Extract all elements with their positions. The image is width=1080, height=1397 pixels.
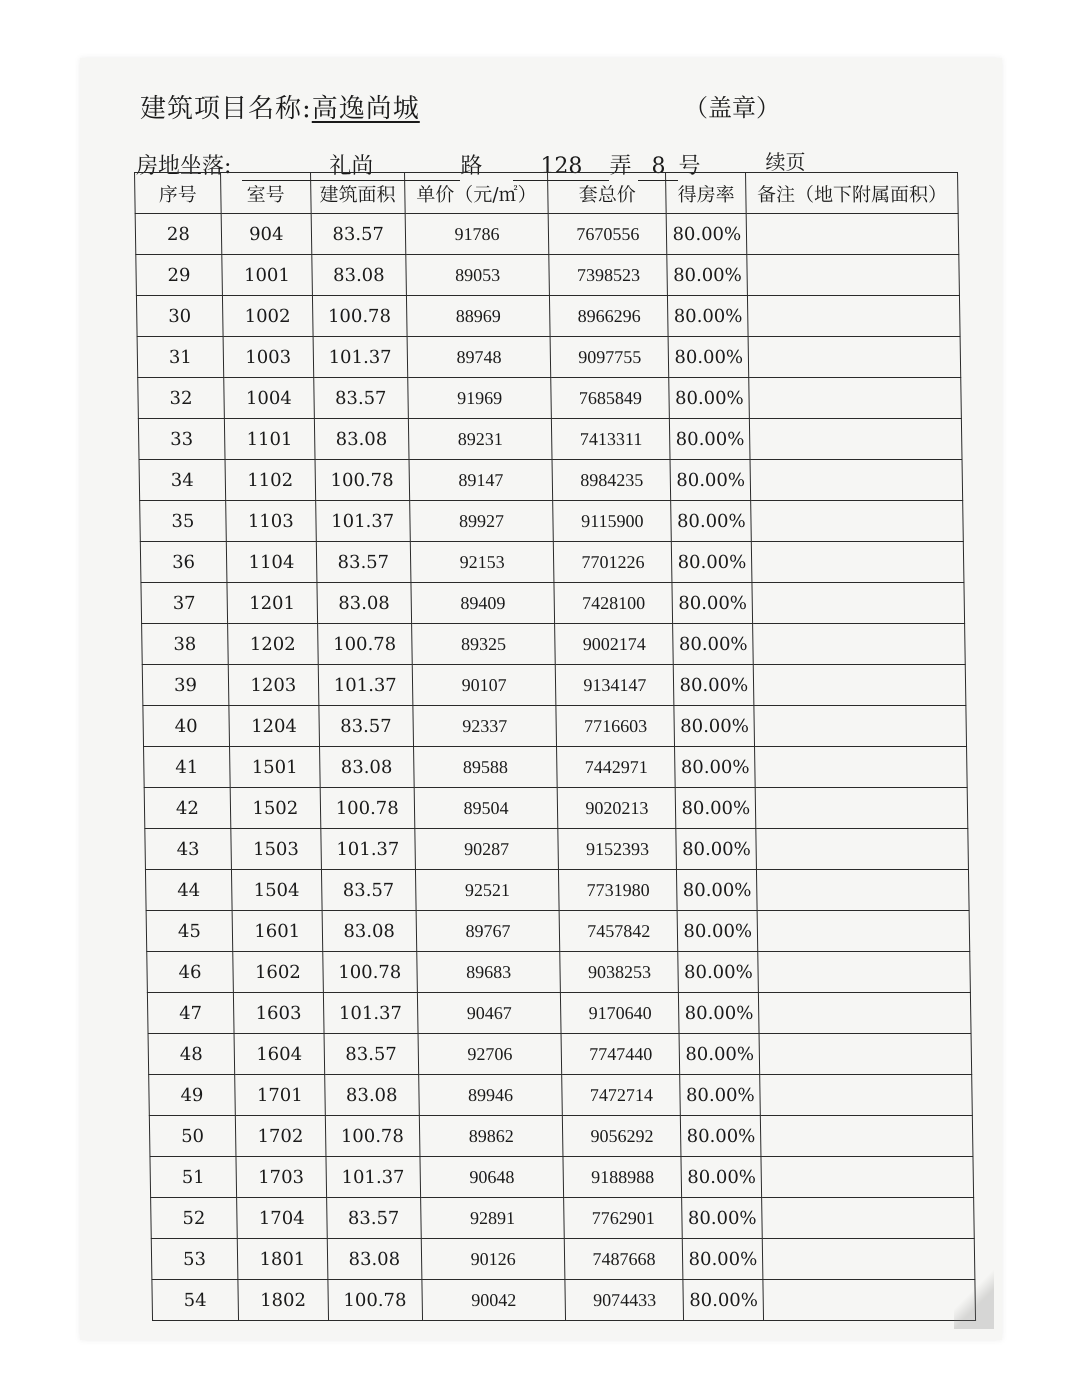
cell-no: 41 (144, 747, 231, 788)
cell-price: 88969 (406, 296, 550, 337)
cell-room: 1703 (236, 1157, 327, 1198)
cell-room: 1601 (232, 911, 323, 952)
cell-room: 1103 (226, 501, 317, 542)
cell-no: 54 (152, 1280, 239, 1321)
cell-room: 1201 (227, 583, 318, 624)
cell-room: 1002 (222, 296, 313, 337)
cell-no: 29 (136, 255, 223, 296)
cell-price: 90126 (421, 1239, 565, 1280)
cell-room: 1502 (230, 788, 321, 829)
cell-area: 100.78 (315, 460, 410, 501)
cell-note (758, 952, 970, 993)
cell-rate: 80.00% (670, 460, 751, 501)
cell-price: 89946 (418, 1075, 562, 1116)
cell-rate: 80.00% (682, 1198, 763, 1239)
table-row (149, 1116, 973, 1157)
cell-rate: 80.00% (670, 419, 751, 460)
cell-price: 92153 (410, 542, 554, 583)
cell-room: 1503 (231, 829, 322, 870)
cell-note (756, 829, 968, 870)
cell-rate: 80.00% (681, 1157, 762, 1198)
cell-price: 89409 (411, 583, 555, 624)
cell-room: 1004 (224, 378, 315, 419)
cell-room: 1701 (235, 1075, 326, 1116)
cell-price: 92706 (418, 1034, 562, 1075)
table-row (144, 747, 968, 788)
cell-rate: 80.00% (672, 583, 753, 624)
cell-rate: 80.00% (680, 1075, 761, 1116)
table-body (135, 214, 975, 1321)
cell-rate: 80.00% (668, 296, 749, 337)
table-row (147, 952, 971, 993)
cell-no: 52 (151, 1198, 238, 1239)
cell-price: 91786 (405, 214, 549, 255)
cell-note (759, 993, 971, 1034)
paper-corner-mark (954, 1269, 994, 1329)
cell-price: 89767 (416, 911, 560, 952)
cell-note (746, 214, 958, 255)
table-row (135, 214, 959, 255)
cell-area: 100.78 (325, 1116, 420, 1157)
cell-total: 7428100 (554, 583, 673, 624)
cell-rate: 80.00% (669, 378, 750, 419)
cell-note (762, 1198, 974, 1239)
table-row (148, 1034, 972, 1075)
column-header: 建筑面积 (310, 173, 405, 214)
table-row (142, 624, 966, 665)
cell-note (750, 460, 962, 501)
cell-room: 1203 (228, 665, 319, 706)
cell-price: 92891 (420, 1198, 564, 1239)
cell-area: 83.57 (313, 378, 408, 419)
cell-no: 35 (140, 501, 227, 542)
road-name: 礼尚 (242, 154, 460, 181)
project-name: 高逸尚城 (311, 94, 420, 124)
table-row (143, 706, 967, 747)
cell-no: 48 (148, 1034, 235, 1075)
cell-room: 1704 (236, 1198, 327, 1239)
cell-area: 101.37 (318, 665, 413, 706)
cell-room: 1102 (225, 460, 316, 501)
cell-note (748, 337, 960, 378)
table-row (138, 378, 962, 419)
cell-total: 9002174 (555, 624, 674, 665)
cell-room: 1504 (231, 870, 322, 911)
cell-area: 101.37 (326, 1157, 421, 1198)
cell-price: 89231 (408, 419, 552, 460)
cell-note (763, 1280, 975, 1321)
cell-rate: 80.00% (677, 870, 758, 911)
cell-rate: 80.00% (673, 624, 754, 665)
cell-total: 7472714 (562, 1075, 681, 1116)
cell-area: 101.37 (313, 337, 408, 378)
cell-rate: 80.00% (668, 337, 749, 378)
cell-total: 7701226 (554, 542, 673, 583)
cell-rate: 80.00% (679, 1034, 760, 1075)
cell-area: 83.08 (312, 255, 407, 296)
cell-price: 89588 (413, 747, 557, 788)
column-header: 套总价 (548, 173, 667, 214)
cell-note (763, 1239, 975, 1280)
table-row (147, 993, 971, 1034)
cell-room: 1101 (224, 419, 315, 460)
table-row (139, 460, 963, 501)
cell-price: 90107 (412, 665, 556, 706)
cell-area: 83.57 (326, 1198, 421, 1239)
cell-rate: 80.00% (676, 788, 757, 829)
cell-area: 83.08 (319, 747, 414, 788)
cell-no: 45 (146, 911, 233, 952)
cell-area: 100.78 (317, 624, 412, 665)
cell-no: 44 (145, 870, 232, 911)
cell-rate: 80.00% (671, 501, 752, 542)
cell-area: 100.78 (320, 788, 415, 829)
cell-note (750, 419, 962, 460)
cell-note (760, 1075, 972, 1116)
cell-no: 34 (139, 460, 226, 501)
cell-total: 9056292 (563, 1116, 682, 1157)
cell-note (754, 665, 966, 706)
table-row (136, 255, 960, 296)
column-header: 得房率 (666, 173, 747, 214)
cell-note (759, 1034, 971, 1075)
cell-price: 91969 (407, 378, 551, 419)
table-row (137, 337, 961, 378)
table-row (141, 583, 965, 624)
cell-room: 1801 (237, 1239, 328, 1280)
cell-room: 1202 (227, 624, 318, 665)
cell-note (752, 542, 964, 583)
cell-no: 30 (136, 296, 223, 337)
cell-total: 9188988 (563, 1157, 682, 1198)
table-row (144, 788, 968, 829)
cell-rate: 80.00% (683, 1280, 764, 1321)
cell-note (754, 706, 966, 747)
cell-rate: 80.00% (676, 829, 757, 870)
table-row (151, 1198, 975, 1239)
cell-price: 89927 (409, 501, 553, 542)
cell-total: 7413311 (552, 419, 671, 460)
cell-no: 32 (138, 378, 225, 419)
cell-no: 28 (135, 214, 222, 255)
cell-rate: 80.00% (672, 542, 753, 583)
cell-area: 83.08 (322, 911, 417, 952)
cell-no: 50 (149, 1116, 236, 1157)
cell-note (752, 583, 964, 624)
cell-no: 51 (150, 1157, 237, 1198)
cell-area: 101.37 (323, 993, 418, 1034)
table-row (151, 1239, 975, 1280)
cell-area: 101.37 (315, 501, 410, 542)
cell-price: 89862 (419, 1116, 563, 1157)
cell-note (761, 1116, 973, 1157)
cell-room: 904 (221, 214, 312, 255)
cell-room: 1602 (233, 952, 324, 993)
table-row (140, 501, 964, 542)
cell-area: 83.57 (316, 542, 411, 583)
cell-area: 83.08 (324, 1075, 419, 1116)
table-row (150, 1157, 974, 1198)
cell-note (757, 870, 969, 911)
cell-price: 92337 (413, 706, 557, 747)
cell-room: 1001 (222, 255, 313, 296)
cell-rate: 80.00% (681, 1116, 762, 1157)
project-label: 建筑项目名称: (140, 94, 312, 124)
cell-price: 89147 (409, 460, 553, 501)
cell-total: 7670556 (549, 214, 668, 255)
cell-rate: 80.00% (666, 214, 747, 255)
cell-total: 7457842 (560, 911, 679, 952)
cell-note (757, 911, 969, 952)
table-header-row (135, 173, 959, 214)
cell-area: 83.08 (327, 1239, 422, 1280)
cell-no: 37 (141, 583, 228, 624)
cell-total: 7685849 (551, 378, 670, 419)
cell-no: 43 (145, 829, 232, 870)
cell-price: 89325 (411, 624, 555, 665)
cell-total: 7442971 (557, 747, 676, 788)
cell-area: 100.78 (328, 1280, 423, 1321)
cell-area: 83.08 (317, 583, 412, 624)
table-row (149, 1075, 973, 1116)
cell-room: 1604 (234, 1034, 325, 1075)
cell-total: 7731980 (559, 870, 678, 911)
cell-note (748, 296, 960, 337)
cell-room: 1003 (223, 337, 314, 378)
cell-price: 89683 (416, 952, 560, 993)
stamp-label: （盖章） (684, 94, 780, 122)
cell-total: 7762901 (564, 1198, 683, 1239)
column-header: 备注（地下附属面积） (746, 173, 958, 214)
cell-area: 83.57 (324, 1034, 419, 1075)
cell-rate: 80.00% (678, 952, 759, 993)
road-suffix: 路 (460, 154, 483, 179)
table-row (136, 296, 960, 337)
cell-no: 36 (140, 542, 227, 583)
table-row (146, 911, 970, 952)
cell-note (747, 255, 959, 296)
cell-no: 47 (147, 993, 234, 1034)
cell-no: 46 (147, 952, 234, 993)
cell-no: 53 (151, 1239, 238, 1280)
cell-total: 9134147 (556, 665, 675, 706)
cell-rate: 80.00% (679, 993, 760, 1034)
cell-room: 1204 (229, 706, 320, 747)
cell-rate: 80.00% (683, 1239, 764, 1280)
cell-rate: 80.00% (674, 706, 755, 747)
cell-note (761, 1157, 973, 1198)
cell-total: 8966296 (550, 296, 669, 337)
project-title (140, 88, 420, 125)
cell-price: 89504 (414, 788, 558, 829)
cell-total: 8984235 (552, 460, 671, 501)
cell-room: 1501 (229, 747, 320, 788)
cell-no: 38 (142, 624, 229, 665)
cell-area: 83.57 (319, 706, 414, 747)
cell-room: 1802 (238, 1280, 329, 1321)
cell-area: 83.08 (314, 419, 409, 460)
cell-total: 7398523 (549, 255, 668, 296)
cell-room: 1104 (226, 542, 317, 583)
table-row (152, 1280, 976, 1321)
cell-note (751, 501, 963, 542)
cell-note (749, 378, 961, 419)
cell-total: 9097755 (551, 337, 670, 378)
table-row (142, 665, 966, 706)
pricing-table (134, 172, 976, 1321)
cell-no: 33 (138, 419, 225, 460)
cell-no: 40 (143, 706, 230, 747)
building-number: 8 (638, 154, 678, 181)
cell-total: 9115900 (553, 501, 672, 542)
cell-total: 7487668 (565, 1239, 684, 1280)
cell-no: 49 (149, 1075, 236, 1116)
cell-rate: 80.00% (675, 747, 756, 788)
continuation-label: 续页 (765, 150, 806, 174)
cell-rate: 80.00% (674, 665, 755, 706)
lane-number: 128 (513, 154, 609, 181)
cell-price: 92521 (415, 870, 559, 911)
cell-rate: 80.00% (667, 255, 748, 296)
lane-suffix: 弄 (609, 154, 632, 179)
cell-total: 9038253 (560, 952, 679, 993)
cell-room: 1603 (233, 993, 324, 1034)
cell-price: 90287 (415, 829, 559, 870)
cell-area: 83.57 (311, 214, 406, 255)
column-header: 序号 (135, 173, 222, 214)
cell-note (755, 788, 967, 829)
cell-area: 100.78 (312, 296, 407, 337)
table-row (138, 419, 962, 460)
cell-no: 42 (144, 788, 231, 829)
column-header: 室号 (220, 173, 311, 214)
cell-price: 89053 (405, 255, 549, 296)
table-row (145, 870, 969, 911)
table-row (145, 829, 969, 870)
cell-total: 7747440 (562, 1034, 681, 1075)
cell-note (753, 624, 965, 665)
cell-area: 83.57 (321, 870, 416, 911)
cell-total: 9170640 (561, 993, 680, 1034)
cell-total: 9152393 (558, 829, 677, 870)
cell-total: 9074433 (565, 1280, 684, 1321)
cell-room: 1702 (235, 1116, 326, 1157)
table-row (140, 542, 964, 583)
building-suffix: 号 (678, 154, 701, 179)
cell-no: 39 (142, 665, 229, 706)
cell-note (755, 747, 967, 788)
location-label: 房地坐落: (136, 154, 232, 179)
cell-price: 89748 (407, 337, 551, 378)
cell-price: 90042 (422, 1280, 566, 1321)
cell-price: 90648 (420, 1157, 564, 1198)
cell-total: 7716603 (556, 706, 675, 747)
cell-total: 9020213 (558, 788, 677, 829)
column-header: 单价（元/㎡） (404, 173, 548, 214)
cell-price: 90467 (417, 993, 561, 1034)
cell-no: 31 (137, 337, 224, 378)
cell-area: 100.78 (323, 952, 418, 993)
cell-rate: 80.00% (677, 911, 758, 952)
cell-area: 101.37 (321, 829, 416, 870)
